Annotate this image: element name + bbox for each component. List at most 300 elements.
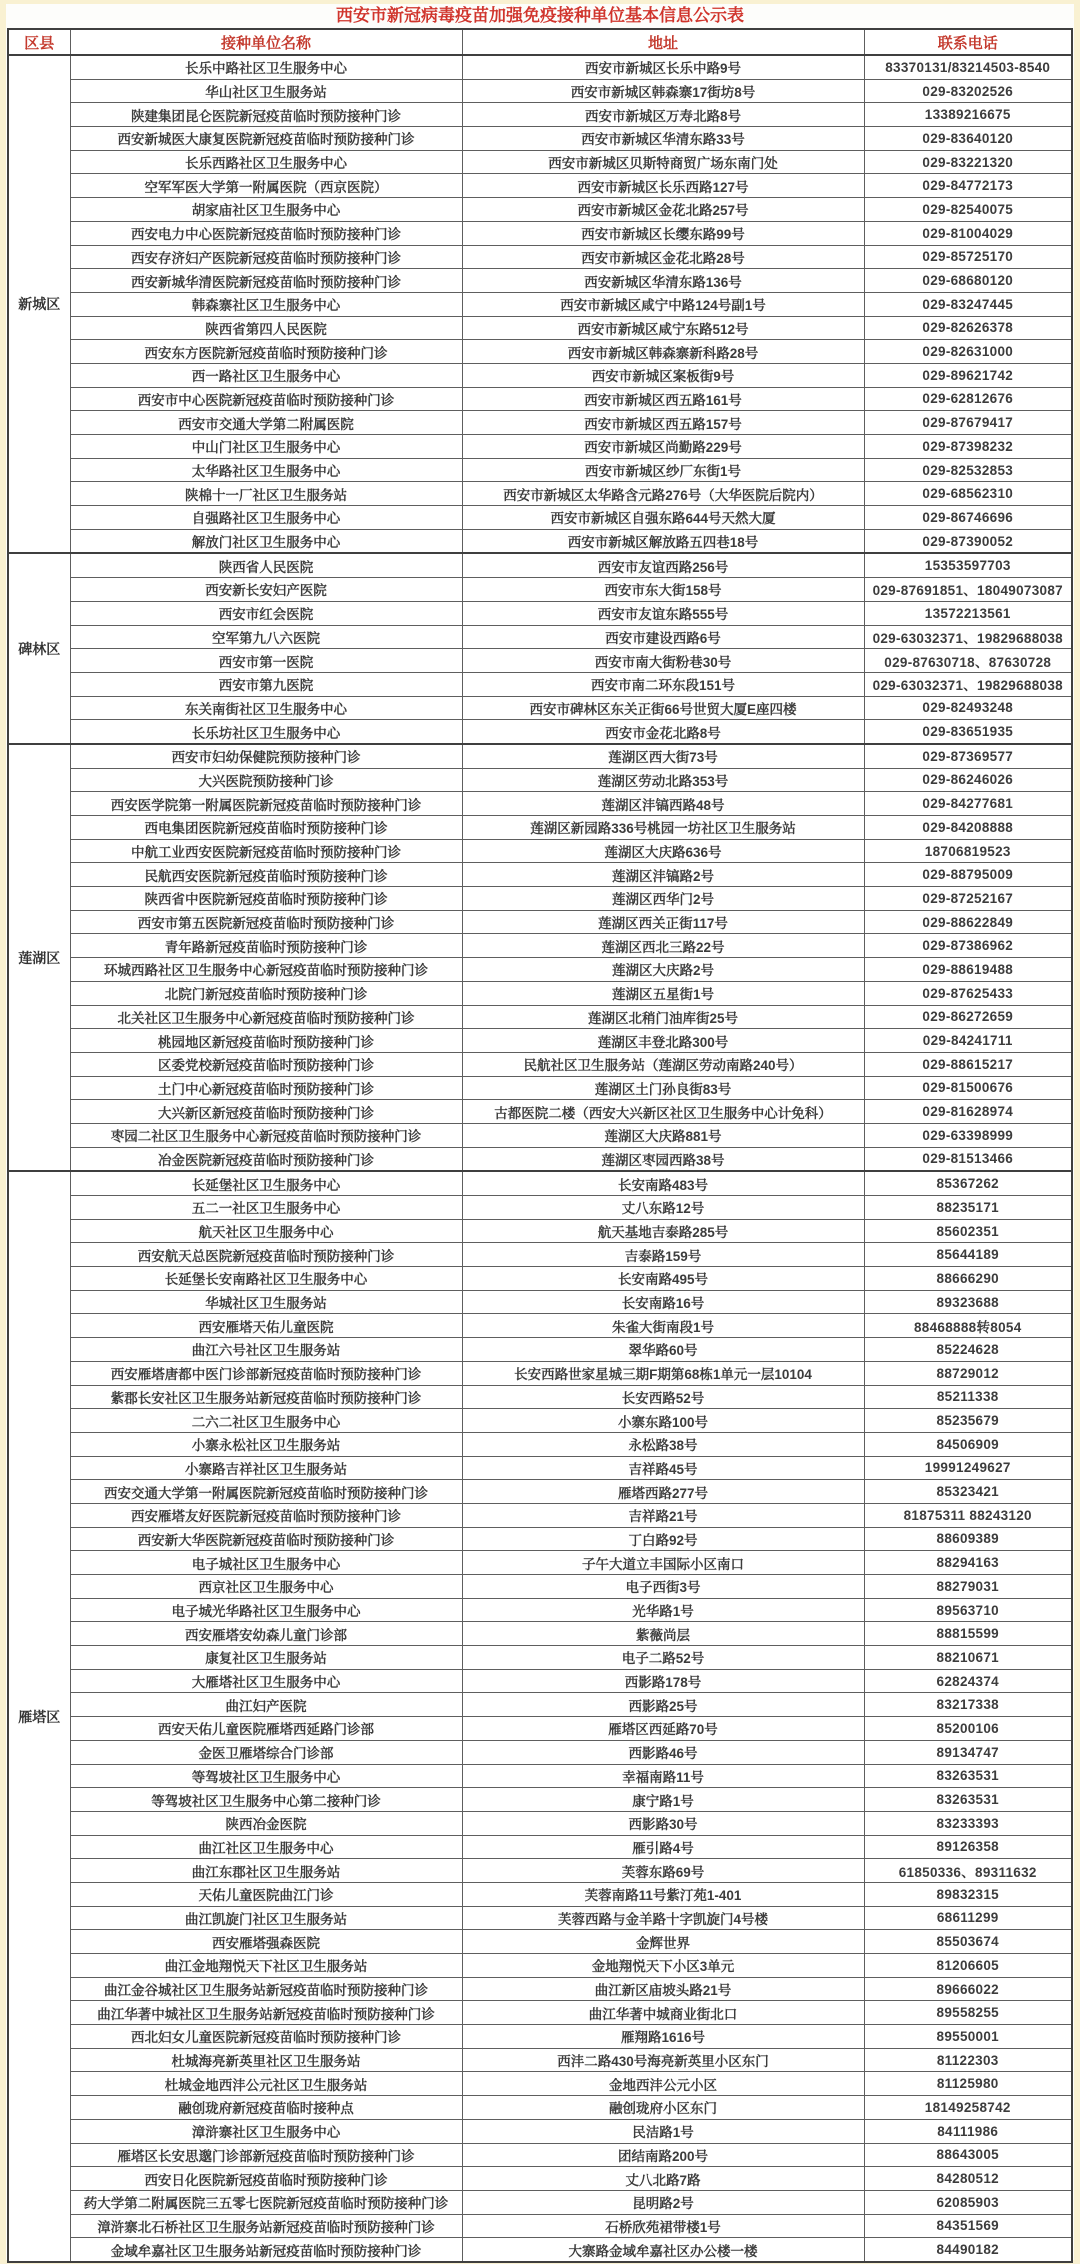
address-cell: 长安西路世家星城三期F期第68栋1单元一层10104 [462, 1361, 864, 1385]
phone-cell: 85235679 [864, 1409, 1072, 1433]
table-row [8, 1076, 1072, 1100]
address-cell: 芙蓉西路与金羊路十字凯旋门4号楼 [462, 1906, 864, 1930]
address-cell: 芙蓉东路69号 [462, 1859, 864, 1883]
table-row [8, 1693, 1072, 1717]
phone-cell: 029-87369577 [864, 744, 1072, 768]
phone-cell: 13389216675 [864, 103, 1072, 127]
unit-name-cell: 西安新大华医院新冠疫苗临时预防接种门诊 [70, 1527, 462, 1551]
table-row [8, 816, 1072, 840]
table-row [8, 1598, 1072, 1622]
phone-cell: 88210671 [864, 1646, 1072, 1670]
address-cell: 金地西沣公元小区 [462, 2072, 864, 2096]
phone-cell: 029-83640120 [864, 127, 1072, 151]
phone-cell: 62085903 [864, 2190, 1072, 2214]
address-cell: 西安市新城区咸宁东路512号 [462, 316, 864, 340]
address-cell: 西影路30号 [462, 1811, 864, 1835]
phone-cell: 029-83221320 [864, 150, 1072, 174]
header-row [8, 29, 1072, 55]
unit-name-cell: 区委党校新冠疫苗临时预防接种门诊 [70, 1052, 462, 1076]
table-row [8, 1788, 1072, 1812]
unit-name-cell: 紫郡长安社区卫生服务站新冠疫苗临时预防接种门诊 [70, 1385, 462, 1409]
address-cell: 莲湖区西大街73号 [462, 744, 864, 768]
phone-cell: 029-82626378 [864, 316, 1072, 340]
phone-cell: 84351569 [864, 2214, 1072, 2238]
table-row [8, 411, 1072, 435]
table-row [8, 458, 1072, 482]
unit-name-cell: 西安市中心医院新冠疫苗临时预防接种门诊 [70, 387, 462, 411]
phone-cell: 89563710 [864, 1598, 1072, 1622]
address-cell: 古都医院二楼（西安大兴新区社区卫生服务中心计免科） [462, 1100, 864, 1124]
address-cell: 西安市新城区解放路五四巷18号 [462, 529, 864, 553]
address-cell: 民洁路1号 [462, 2119, 864, 2143]
address-cell: 西影路25号 [462, 1693, 864, 1717]
unit-name-cell: 西安医学院第一附属医院新冠疫苗临时预防接种门诊 [70, 792, 462, 816]
address-cell: 康宁路1号 [462, 1788, 864, 1812]
address-cell: 莲湖区土门孙良街83号 [462, 1076, 864, 1100]
table-row [8, 696, 1072, 720]
unit-name-cell: 曲江妇产医院 [70, 1693, 462, 1717]
phone-cell: 84506909 [864, 1432, 1072, 1456]
phone-cell: 88666290 [864, 1267, 1072, 1291]
unit-name-cell: 长乐坊社区卫生服务中心 [70, 720, 462, 744]
table-row [8, 292, 1072, 316]
unit-name-cell: 药大学第二附属医院三五零七医院新冠疫苗临时预防接种门诊 [70, 2190, 462, 2214]
district-cell: 莲湖区 [8, 744, 70, 1171]
phone-cell: 029-82631000 [864, 340, 1072, 364]
unit-name-cell: 空军军医大学第一附属医院（西京医院） [70, 174, 462, 198]
phone-cell: 88468888转8054 [864, 1314, 1072, 1338]
unit-name-cell: 西安新城华清医院新冠疫苗临时预防接种门诊 [70, 269, 462, 293]
phone-cell: 029-82493248 [864, 696, 1072, 720]
phone-cell: 029-87390052 [864, 529, 1072, 553]
address-cell: 莲湖区劳动北路353号 [462, 768, 864, 792]
phone-cell: 85367262 [864, 1171, 1072, 1195]
address-cell: 长安南路495号 [462, 1267, 864, 1291]
address-cell: 西安市新城区韩森寨17街坊8号 [462, 79, 864, 103]
unit-name-cell: 西安雁塔唐都中医门诊部新冠疫苗临时预防接种门诊 [70, 1361, 462, 1385]
address-cell: 电子西街3号 [462, 1575, 864, 1599]
table-row [8, 1171, 1072, 1195]
phone-cell: 85644189 [864, 1243, 1072, 1267]
table-header [8, 29, 1072, 55]
address-cell: 丈八东路12号 [462, 1196, 864, 1220]
phone-cell: 85503674 [864, 1930, 1072, 1954]
table-row [8, 198, 1072, 222]
unit-name-cell: 西安新城医大康复医院新冠疫苗临时预防接种门诊 [70, 127, 462, 151]
address-cell: 光华路1号 [462, 1598, 864, 1622]
table-row [8, 839, 1072, 863]
table-row [8, 221, 1072, 245]
unit-name-cell: 青年路新冠疫苗临时预防接种门诊 [70, 934, 462, 958]
phone-cell: 029-87398232 [864, 435, 1072, 459]
address-cell: 幸福南路11号 [462, 1764, 864, 1788]
phone-cell: 81875311 88243120 [864, 1503, 1072, 1527]
address-cell: 民航社区卫生服务站（莲湖区劳动南路240号） [462, 1052, 864, 1076]
phone-cell: 029-81628974 [864, 1100, 1072, 1124]
unit-name-cell: 小寨路吉祥社区卫生服务站 [70, 1456, 462, 1480]
unit-name-cell: 康复社区卫生服务站 [70, 1646, 462, 1670]
unit-name-cell: 西安电力中心医院新冠疫苗临时预防接种门诊 [70, 221, 462, 245]
address-cell: 西安市新城区案板街9号 [462, 363, 864, 387]
table-row [8, 1835, 1072, 1859]
phone-cell: 13572213561 [864, 601, 1072, 625]
unit-name-cell: 西安市第五医院新冠疫苗临时预防接种门诊 [70, 910, 462, 934]
unit-name-cell: 土门中心新冠疫苗临时预防接种门诊 [70, 1076, 462, 1100]
address-cell: 长安南路483号 [462, 1171, 864, 1195]
unit-name-cell: 东关南街社区卫生服务中心 [70, 696, 462, 720]
phone-cell: 029-82540075 [864, 198, 1072, 222]
unit-name-cell: 小寨永松社区卫生服务站 [70, 1432, 462, 1456]
phone-cell: 029-81004029 [864, 221, 1072, 245]
unit-name-cell: 陕西省中医院新冠疫苗临时预防接种门诊 [70, 887, 462, 911]
phone-cell: 029-85725170 [864, 245, 1072, 269]
table-row [8, 1622, 1072, 1646]
address-cell: 西安市新城区咸宁中路124号副1号 [462, 292, 864, 316]
table-row [8, 1005, 1072, 1029]
address-cell: 莲湖区五星街1号 [462, 981, 864, 1005]
address-cell: 西安市新城区太华路含元路276号（大华医院后院内） [462, 482, 864, 506]
phone-cell: 029-83247445 [864, 292, 1072, 316]
table-row [8, 363, 1072, 387]
table-row [8, 887, 1072, 911]
unit-name-cell: 民航西安医院新冠疫苗临时预防接种门诊 [70, 863, 462, 887]
table-row [8, 245, 1072, 269]
unit-name-cell: 曲江凯旋门社区卫生服务站 [70, 1906, 462, 1930]
table-row [8, 1764, 1072, 1788]
table-row [8, 1052, 1072, 1076]
address-cell: 西安市东大街158号 [462, 578, 864, 602]
phone-cell: 029-84772173 [864, 174, 1072, 198]
unit-name-cell: 西安日化医院新冠疫苗临时预防接种门诊 [70, 2167, 462, 2191]
unit-name-cell: 长乐中路社区卫生服务中心 [70, 55, 462, 79]
phone-cell: 89550001 [864, 2025, 1072, 2049]
unit-name-cell: 陕建集团昆仑医院新冠疫苗临时预防接种门诊 [70, 103, 462, 127]
phone-cell: 029-87252167 [864, 887, 1072, 911]
address-cell: 金辉世界 [462, 1930, 864, 1954]
table-row [8, 1977, 1072, 2001]
table-row [8, 981, 1072, 1005]
address-cell: 吉祥路21号 [462, 1503, 864, 1527]
table-row [8, 601, 1072, 625]
address-cell: 西安市建设西路6号 [462, 625, 864, 649]
table-row [8, 768, 1072, 792]
table-row [8, 1338, 1072, 1362]
unit-name-cell: 西安市第九医院 [70, 672, 462, 696]
column-header-phone: 联系电话 [864, 29, 1072, 55]
address-cell: 西安市新城区金花北路28号 [462, 245, 864, 269]
phone-cell: 85602351 [864, 1219, 1072, 1243]
phone-cell: 88609389 [864, 1527, 1072, 1551]
phone-cell: 81122303 [864, 2048, 1072, 2072]
table-row [8, 1196, 1072, 1220]
unit-name-cell: 环城西路社区卫生服务中心新冠疫苗临时预防接种门诊 [70, 958, 462, 982]
unit-name-cell: 胡家庙社区卫生服务中心 [70, 198, 462, 222]
table-row [8, 958, 1072, 982]
phone-cell: 83233393 [864, 1811, 1072, 1835]
phone-cell: 19991249627 [864, 1456, 1072, 1480]
address-cell: 西安市新城区贝斯特商贸广场东南门处 [462, 150, 864, 174]
phone-cell: 89832315 [864, 1882, 1072, 1906]
phone-cell: 029-62812676 [864, 387, 1072, 411]
unit-name-cell: 西安新长安妇产医院 [70, 578, 462, 602]
address-cell: 莲湖区西北三路22号 [462, 934, 864, 958]
unit-name-cell: 西安存济妇产医院新冠疫苗临时预防接种门诊 [70, 245, 462, 269]
table-row [8, 1219, 1072, 1243]
unit-name-cell: 曲江六号社区卫生服务站 [70, 1338, 462, 1362]
table-row [8, 1409, 1072, 1433]
table-row [8, 910, 1072, 934]
public-notice-sheet [6, 4, 1074, 2260]
unit-name-cell: 西安航天总医院新冠疫苗临时预防接种门诊 [70, 1243, 462, 1267]
unit-name-cell: 西安市第一医院 [70, 649, 462, 673]
table-row [8, 1906, 1072, 1930]
address-cell: 莲湖区新园路336号桃园一坊社区卫生服务站 [462, 816, 864, 840]
address-cell: 西安市碑林区东关正街66号世贸大厦E座四楼 [462, 696, 864, 720]
address-cell: 子午大道立丰国际小区南口 [462, 1551, 864, 1575]
phone-cell: 029-63032371、19829688038 [864, 625, 1072, 649]
table-row [8, 1361, 1072, 1385]
address-cell: 莲湖区沣镐路2号 [462, 863, 864, 887]
address-cell: 西安市新城区尚勤路229号 [462, 435, 864, 459]
table-row [8, 934, 1072, 958]
address-cell: 西安市新城区韩森寨新科路28号 [462, 340, 864, 364]
unit-name-cell: 电子城社区卫生服务中心 [70, 1551, 462, 1575]
table-row [8, 1123, 1072, 1147]
unit-name-cell: 大兴医院预防接种门诊 [70, 768, 462, 792]
unit-name-cell: 长延堡长安南路社区卫生服务中心 [70, 1267, 462, 1291]
phone-cell: 029-86246026 [864, 768, 1072, 792]
page-title: 西安市新冠病毒疫苗加强免疫接种单位基本信息公示表 [336, 6, 744, 25]
unit-name-cell: 陕西省人民医院 [70, 553, 462, 577]
unit-name-cell: 天佑儿童医院曲江门诊 [70, 1882, 462, 1906]
phone-cell: 029-86272659 [864, 1005, 1072, 1029]
address-cell: 紫薇尚层 [462, 1622, 864, 1646]
unit-name-cell: 漳浒寨社区卫生服务中心 [70, 2119, 462, 2143]
unit-name-cell: 西安市红会医院 [70, 601, 462, 625]
phone-cell: 83217338 [864, 1693, 1072, 1717]
address-cell: 莲湖区大庆路881号 [462, 1123, 864, 1147]
unit-name-cell: 等驾坡社区卫生服务中心第二接种门诊 [70, 1788, 462, 1812]
unit-name-cell: 西安雁塔友好医院新冠疫苗临时预防接种门诊 [70, 1503, 462, 1527]
address-cell: 航天基地吉泰路285号 [462, 1219, 864, 1243]
table-row [8, 1551, 1072, 1575]
address-cell: 雁引路4号 [462, 1835, 864, 1859]
table-row [8, 625, 1072, 649]
phone-cell: 88235171 [864, 1196, 1072, 1220]
table-row [8, 1147, 1072, 1171]
phone-cell: 88643005 [864, 2143, 1072, 2167]
phone-cell: 88815599 [864, 1622, 1072, 1646]
address-cell: 西安新城区华清东路136号 [462, 269, 864, 293]
address-cell: 昆明路2号 [462, 2190, 864, 2214]
table-row [8, 435, 1072, 459]
table-row [8, 792, 1072, 816]
unit-name-cell: 曲江东郡社区卫生服务站 [70, 1859, 462, 1883]
unit-name-cell: 北院门新冠疫苗临时预防接种门诊 [70, 981, 462, 1005]
table-row [8, 1669, 1072, 1693]
unit-name-cell: 西安雁塔天佑儿童医院 [70, 1314, 462, 1338]
address-cell: 朱雀大街南段1号 [462, 1314, 864, 1338]
address-cell: 雁翔路1616号 [462, 2025, 864, 2049]
unit-name-cell: 大兴新区新冠疫苗临时预防接种门诊 [70, 1100, 462, 1124]
phone-cell: 85200106 [864, 1717, 1072, 1741]
unit-name-cell: 西安交通大学第一附属医院新冠疫苗临时预防接种门诊 [70, 1480, 462, 1504]
phone-cell: 029-82532853 [864, 458, 1072, 482]
table-body [8, 55, 1072, 2262]
phone-cell: 029-63032371、19829688038 [864, 672, 1072, 696]
table-row [8, 1954, 1072, 1978]
unit-name-cell: 雁塔区长安思邈门诊部新冠疫苗临时预防接种门诊 [70, 2143, 462, 2167]
table-row [8, 672, 1072, 696]
unit-name-cell: 漳浒寨北石桥社区卫生服务站新冠疫苗临时预防接种门诊 [70, 2214, 462, 2238]
phone-cell: 029-83202526 [864, 79, 1072, 103]
phone-cell: 029-87691851、18049073087 [864, 578, 1072, 602]
unit-name-cell: 西安市交通大学第二附属医院 [70, 411, 462, 435]
phone-cell: 029-84208888 [864, 816, 1072, 840]
table-row [8, 506, 1072, 530]
unit-name-cell: 曲江华著中城社区卫生服务站新冠疫苗临时预防接种门诊 [70, 2001, 462, 2025]
phone-cell: 89134747 [864, 1740, 1072, 1764]
phone-cell: 88279031 [864, 1575, 1072, 1599]
table-row [8, 1243, 1072, 1267]
unit-name-cell: 大雁塔社区卫生服务中心 [70, 1669, 462, 1693]
table-row [8, 2001, 1072, 2025]
phone-cell: 89126358 [864, 1835, 1072, 1859]
address-cell: 西安市新城区纱厂东街1号 [462, 458, 864, 482]
phone-cell: 029-81513466 [864, 1147, 1072, 1171]
unit-name-cell: 枣园二社区卫生服务中心新冠疫苗临时预防接种门诊 [70, 1123, 462, 1147]
unit-name-cell: 桃园地区新冠疫苗临时预防接种门诊 [70, 1029, 462, 1053]
table-row [8, 2167, 1072, 2191]
table-row [8, 2025, 1072, 2049]
address-cell: 雁塔区西延路70号 [462, 1717, 864, 1741]
table-row [8, 2072, 1072, 2096]
phone-cell: 89666022 [864, 1977, 1072, 2001]
phone-cell: 029-86746696 [864, 506, 1072, 530]
phone-cell: 89323688 [864, 1290, 1072, 1314]
address-cell: 莲湖区沣镐西路48号 [462, 792, 864, 816]
address-cell: 丈八北路7路 [462, 2167, 864, 2191]
address-cell: 西安市新城区西五路157号 [462, 411, 864, 435]
table-row [8, 1859, 1072, 1883]
phone-cell: 85224628 [864, 1338, 1072, 1362]
unit-name-cell: 西安雁塔强森医院 [70, 1930, 462, 1954]
address-cell: 长安南路16号 [462, 1290, 864, 1314]
unit-name-cell: 杜城海亮新英里社区卫生服务站 [70, 2048, 462, 2072]
table-row [8, 1575, 1072, 1599]
table-row [8, 316, 1072, 340]
address-cell: 丁白路92号 [462, 1527, 864, 1551]
table-row [8, 744, 1072, 768]
table-row [8, 55, 1072, 79]
table-row [8, 1811, 1072, 1835]
address-cell: 西沣二路430号海亮新英里小区东门 [462, 2048, 864, 2072]
table-row [8, 1503, 1072, 1527]
phone-cell: 84490182 [864, 2238, 1072, 2262]
address-cell: 莲湖区西关正街117号 [462, 910, 864, 934]
unit-name-cell: 空军第九八六医院 [70, 625, 462, 649]
unit-name-cell: 金域牟嘉社区卫生服务站新冠疫苗临时预防接种门诊 [70, 2238, 462, 2262]
phone-cell: 029-68562310 [864, 482, 1072, 506]
table-row [8, 1882, 1072, 1906]
table-row [8, 2096, 1072, 2120]
unit-name-cell: 电子城光华路社区卫生服务中心 [70, 1598, 462, 1622]
table-row [8, 1432, 1072, 1456]
address-cell: 西安市新城区华清东路33号 [462, 127, 864, 151]
phone-cell: 029-87625433 [864, 981, 1072, 1005]
table-row [8, 2214, 1072, 2238]
address-cell: 长安西路52号 [462, 1385, 864, 1409]
address-cell: 曲江华著中城商业街北口 [462, 2001, 864, 2025]
address-cell: 西安市新城区万寿北路8号 [462, 103, 864, 127]
address-cell: 曲江新区庙坡头路21号 [462, 1977, 864, 2001]
address-cell: 莲湖区西华门2号 [462, 887, 864, 911]
unit-name-cell: 西安东方医院新冠疫苗临时预防接种门诊 [70, 340, 462, 364]
phone-cell: 89558255 [864, 2001, 1072, 2025]
table-row [8, 529, 1072, 553]
table-row [8, 2119, 1072, 2143]
unit-name-cell: 西安天佑儿童医院雁塔西延路门诊部 [70, 1717, 462, 1741]
address-cell: 芙蓉南路11号紫汀苑1-401 [462, 1882, 864, 1906]
phone-cell: 88729012 [864, 1361, 1072, 1385]
table-row [8, 1480, 1072, 1504]
address-cell: 西安市新城区长缨东路99号 [462, 221, 864, 245]
address-cell: 西安市南二环东段151号 [462, 672, 864, 696]
table-row [8, 150, 1072, 174]
phone-cell: 62824374 [864, 1669, 1072, 1693]
address-cell: 吉祥路45号 [462, 1456, 864, 1480]
table-row [8, 720, 1072, 744]
unit-name-cell: 长乐西路社区卫生服务中心 [70, 150, 462, 174]
address-cell: 西安市友谊东路555号 [462, 601, 864, 625]
table-row [8, 269, 1072, 293]
phone-cell: 61850336、89311632 [864, 1859, 1072, 1883]
phone-cell: 029-88795009 [864, 863, 1072, 887]
unit-name-cell: 曲江金谷城社区卫生服务站新冠疫苗临时预防接种门诊 [70, 1977, 462, 2001]
unit-name-cell: 解放门社区卫生服务中心 [70, 529, 462, 553]
unit-name-cell: 航天社区卫生服务中心 [70, 1219, 462, 1243]
table-row [8, 2238, 1072, 2262]
table-row [8, 387, 1072, 411]
table-row [8, 863, 1072, 887]
address-cell: 电子二路52号 [462, 1646, 864, 1670]
phone-cell: 88294163 [864, 1551, 1072, 1575]
unit-name-cell: 融创珑府新冠疫苗临时接种点 [70, 2096, 462, 2120]
phone-cell: 029-63398999 [864, 1123, 1072, 1147]
unit-name-cell: 二六二社区卫生服务中心 [70, 1409, 462, 1433]
phone-cell: 029-83651935 [864, 720, 1072, 744]
address-cell: 西安市新城区自强东路644号天然大厦 [462, 506, 864, 530]
phone-cell: 15353597703 [864, 553, 1072, 577]
unit-name-cell: 华山社区卫生服务站 [70, 79, 462, 103]
unit-name-cell: 五二一社区卫生服务中心 [70, 1196, 462, 1220]
unit-name-cell: 长延堡社区卫生服务中心 [70, 1171, 462, 1195]
table-row [8, 1290, 1072, 1314]
address-cell: 大寨路金域牟嘉社区办公楼一楼 [462, 2238, 864, 2262]
address-cell: 吉泰路159号 [462, 1243, 864, 1267]
phone-cell: 029-88615217 [864, 1052, 1072, 1076]
phone-cell: 029-81500676 [864, 1076, 1072, 1100]
unit-name-cell: 华城社区卫生服务站 [70, 1290, 462, 1314]
unit-name-cell: 韩森寨社区卫生服务中心 [70, 292, 462, 316]
table-row [8, 79, 1072, 103]
address-cell: 石桥欣苑裙带楼1号 [462, 2214, 864, 2238]
unit-name-cell: 北关社区卫生服务中心新冠疫苗临时预防接种门诊 [70, 1005, 462, 1029]
table-row [8, 1717, 1072, 1741]
phone-cell: 029-87679417 [864, 411, 1072, 435]
unit-name-cell: 太华路社区卫生服务中心 [70, 458, 462, 482]
phone-cell: 81125980 [864, 2072, 1072, 2096]
